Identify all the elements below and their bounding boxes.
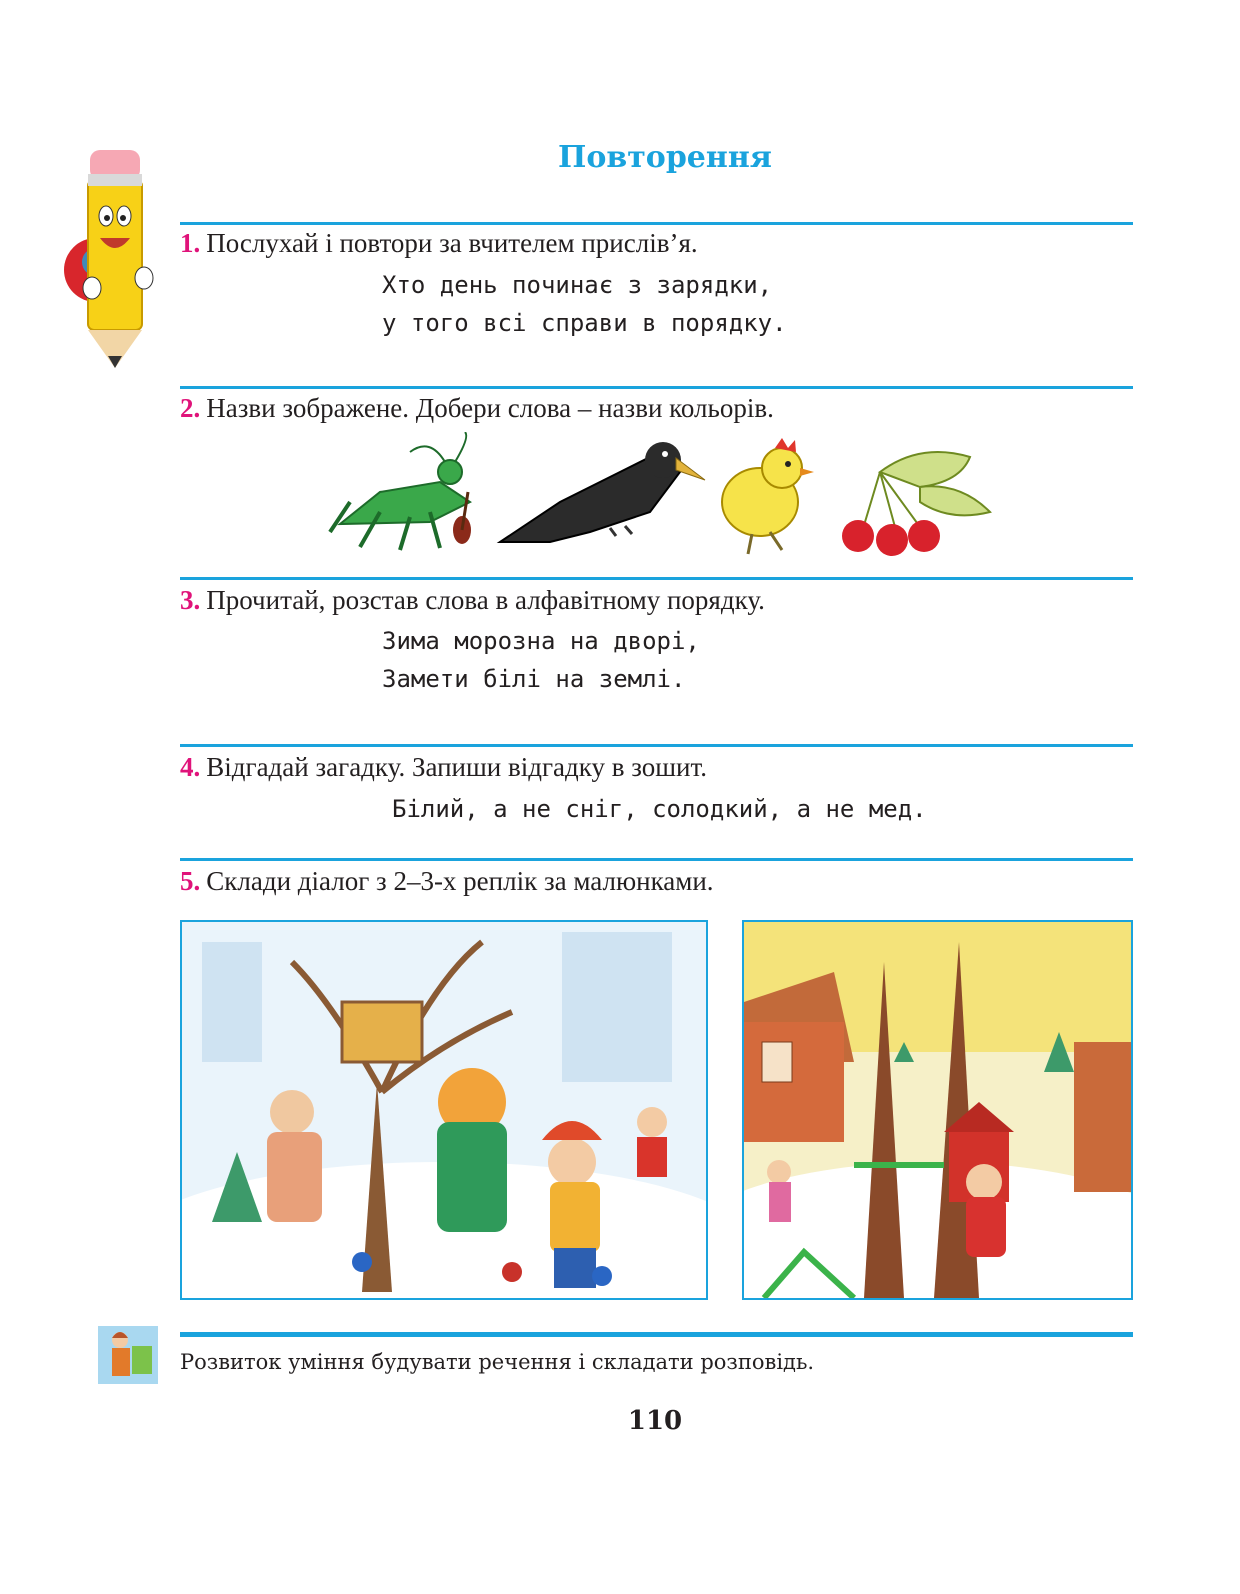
- winter-park-picture: [180, 920, 708, 1300]
- task-text: Відгадай загадку. Запиши відгадку в зошит.: [206, 752, 708, 782]
- task-3-instruction: [180, 585, 765, 616]
- colored-pictures-strip: [320, 432, 1020, 564]
- task-4-instruction: [180, 752, 707, 783]
- task-text: Прочитай, розстав слова в алфавітному порядку.: [206, 585, 765, 615]
- section-divider: [180, 577, 1133, 580]
- verse-line: Білий, а не сніг, солодкий, а не мед.: [392, 795, 927, 823]
- proverb-verse: [382, 266, 787, 342]
- section-divider: [180, 858, 1133, 861]
- section-divider: [180, 386, 1133, 389]
- task-2-instruction: [180, 393, 774, 424]
- task-text: Послухай і повтори за вчителем прислів’я.: [206, 228, 698, 258]
- task-number: 2.: [180, 393, 201, 423]
- section-divider: [180, 744, 1133, 747]
- task-5-instruction: [180, 866, 714, 897]
- winter-village-illustration: [744, 922, 1131, 1298]
- page-title: Повторення: [558, 140, 772, 175]
- task-number: 1.: [180, 228, 201, 258]
- task-number: 3.: [180, 585, 201, 615]
- verse-line: Замети білі на землі.: [382, 665, 686, 693]
- task-number: 5.: [180, 866, 201, 896]
- verse-line: у того всі справи в порядку.: [382, 309, 787, 337]
- winter-park-illustration: [182, 922, 706, 1298]
- winter-village-picture: [742, 920, 1133, 1300]
- section-divider: [180, 222, 1133, 225]
- riddle-verse: [392, 790, 927, 828]
- cherries-picture: [842, 452, 990, 556]
- grasshopper-picture: [330, 432, 471, 550]
- footer-divider: [180, 1332, 1133, 1337]
- chick-picture: [722, 438, 814, 554]
- task-text: Назви зображене. Добери слова – назви кольорів.: [206, 393, 774, 423]
- poem-verse: [382, 622, 700, 698]
- task-number: 4.: [180, 752, 201, 782]
- page-number: 110: [627, 1406, 683, 1436]
- crow-picture: [500, 442, 705, 542]
- teacher-icon: [98, 1326, 158, 1384]
- task-1-instruction: [180, 228, 698, 259]
- verse-line: Хто день починає з зарядки,: [382, 271, 773, 299]
- methodology-note: Розвиток уміння будувати речення і складати розповідь.: [180, 1350, 815, 1374]
- verse-line: Зима морозна на дворі,: [382, 627, 700, 655]
- task-text: Склади діалог з 2–3-х реплік за малюнками.: [206, 866, 714, 896]
